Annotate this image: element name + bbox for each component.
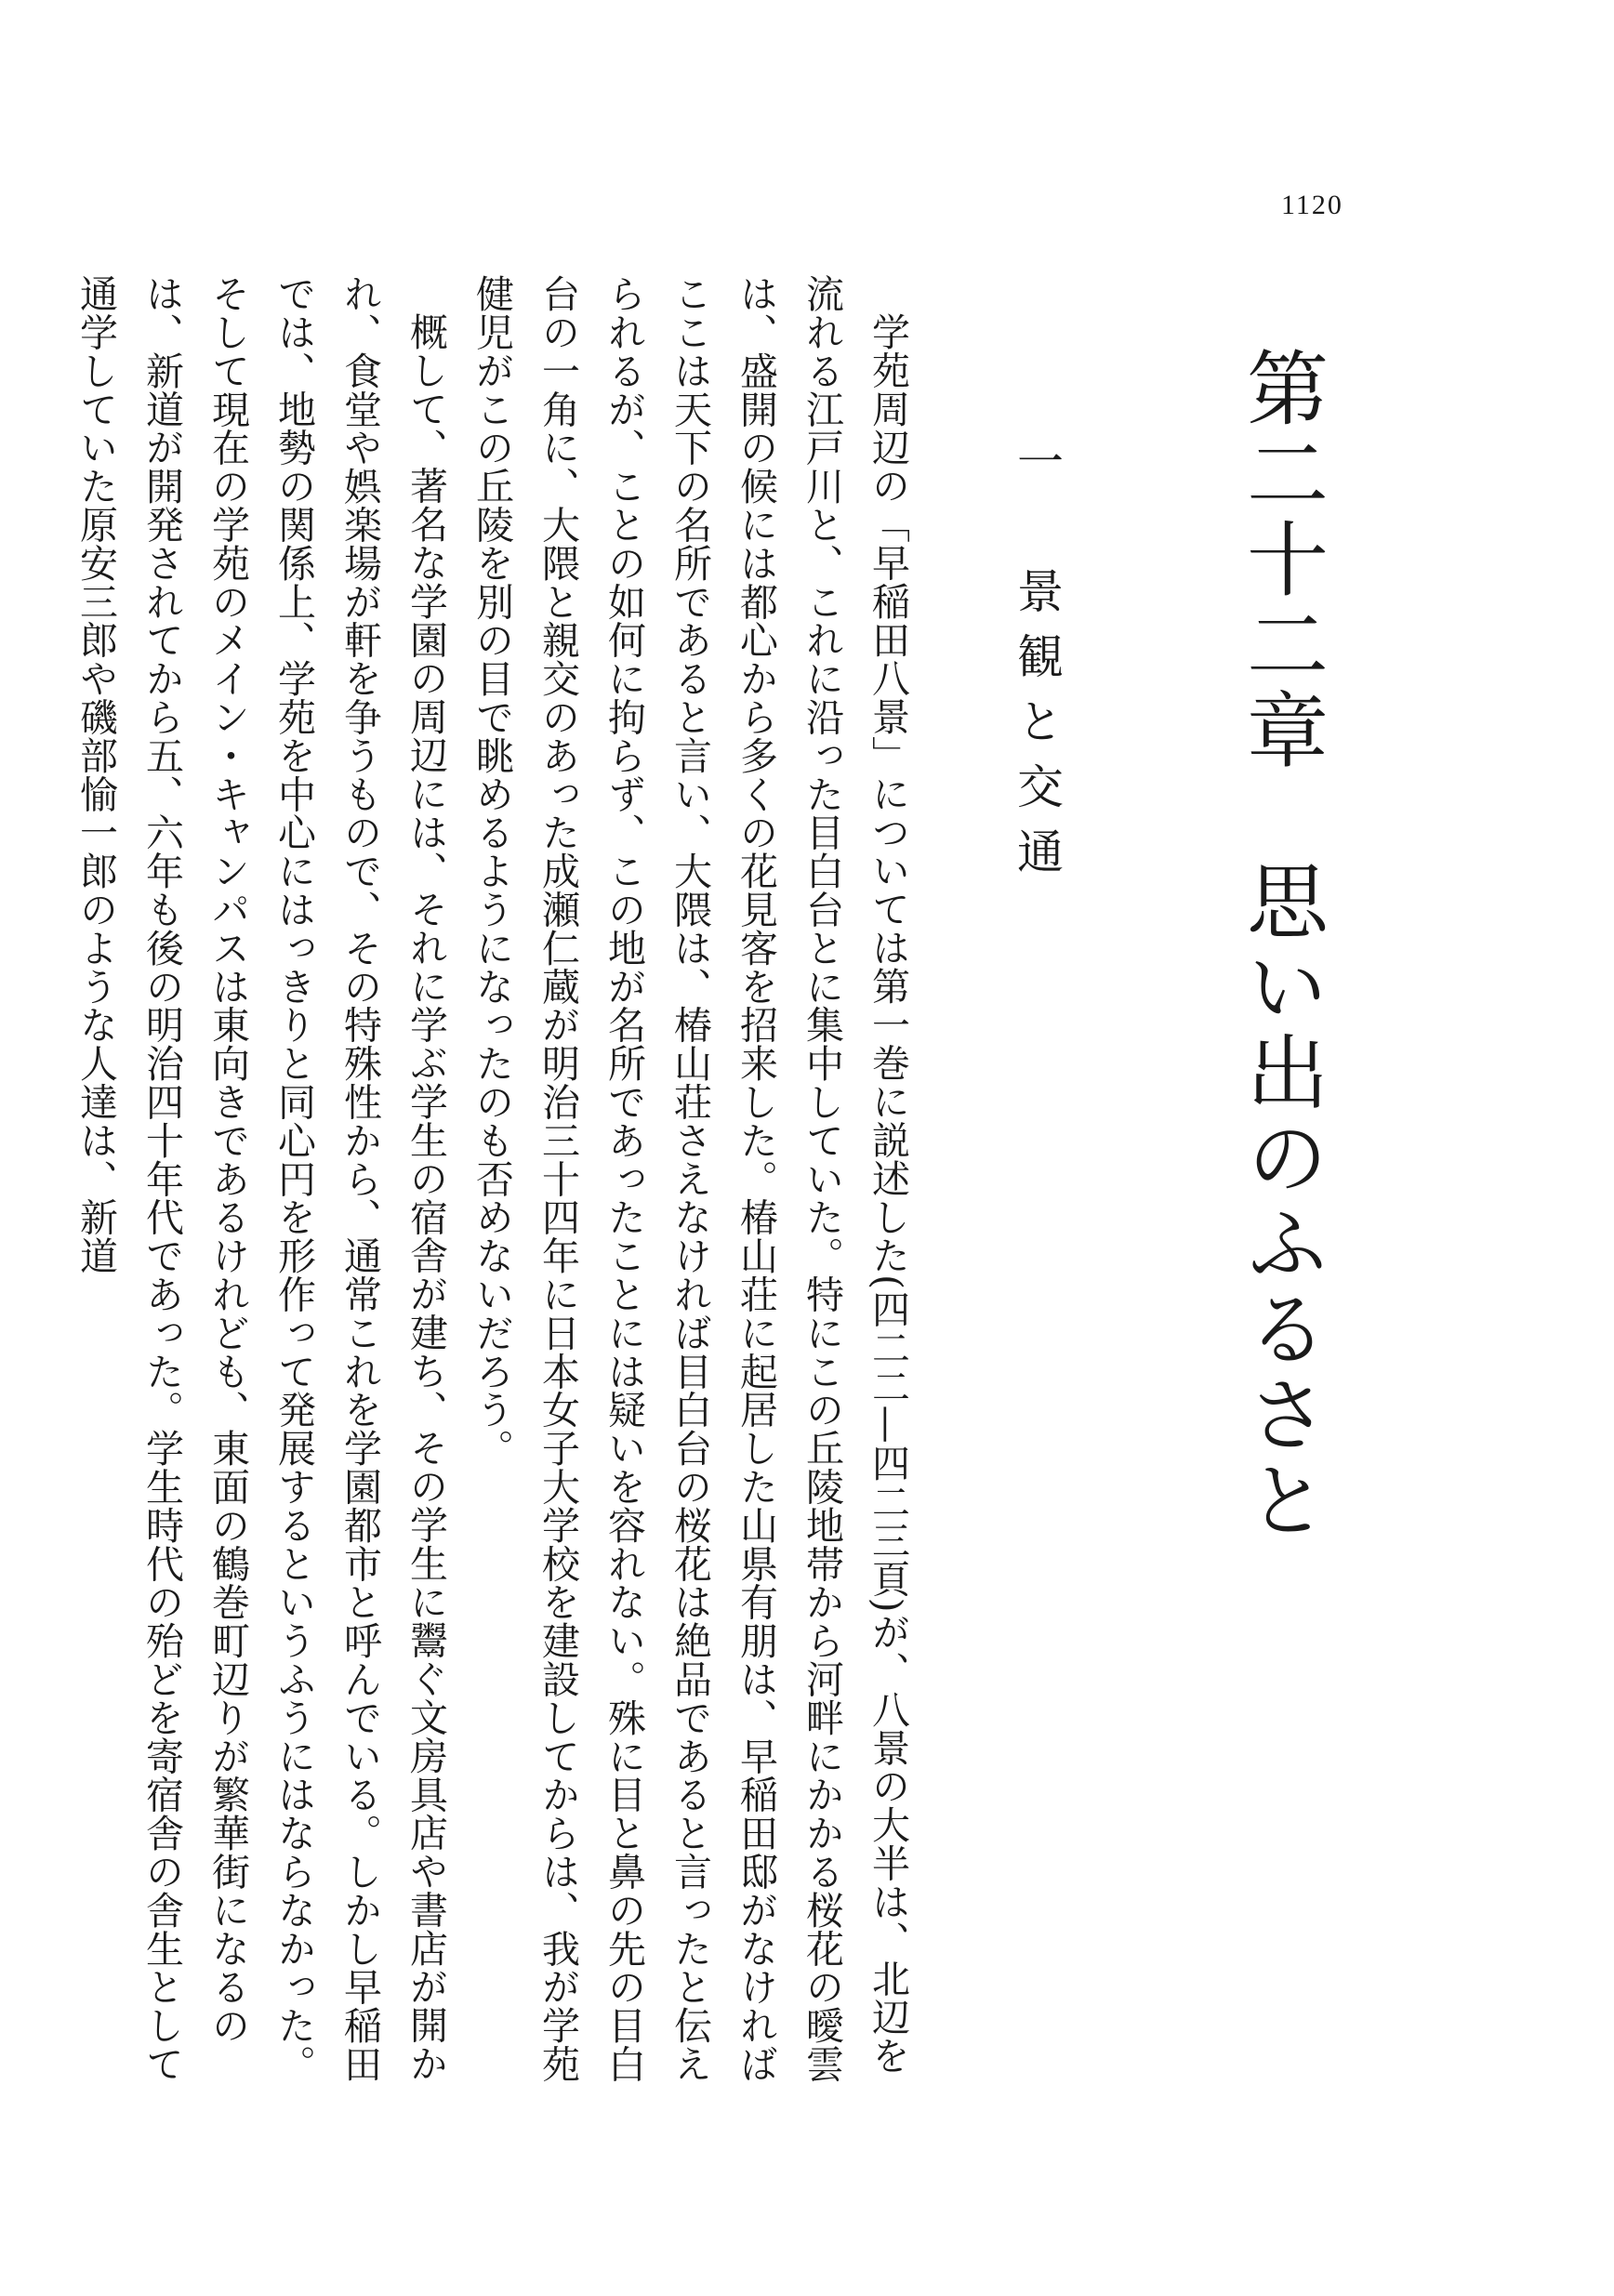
body-text	[73, 274, 920, 2105]
paragraph: 学苑周辺の「早稲田八景」については第一巻に説述した(四二二—四二三頁)が、八景の大半は、北辺を流れる江戸川と、これに沿った目白台とに集中していた。特にこの丘陵地帯から河畔にかかる桜花の曖雲は、盛開の候には都心から多くの花見客を招来した。椿山荘に起居した山県有朋は、早稲田邸がなければここは天下の名所であると言い、大隈は、椿山荘さえなければ目白台の桜花は絶品であると言ったと伝えられるが、ことの如何に拘らず、この地が名所であったことには疑いを容れない。殊に目と鼻の先の目白台の一角に、大隈と親交のあった成瀬仁蔵が明治三十四年に日本女子大学校を建設してからは、我が学苑健児がこの丘陵を別の目で眺めるようになったのも否めないだろう。	[470, 274, 910, 2083]
page-number: 1120	[1281, 190, 1343, 220]
chapter-title: 第二十二章 思い出のふるさと	[1234, 346, 1330, 1543]
paragraph: 概して、著名な学園の周辺には、それに学ぶ学生の宿舎が建ち、その学生に鬻ぐ文房具店や書店が開かれ、食堂や娯楽場が軒を争うもので、その特殊性から、通常これを学園都市と呼んでいる。しかし早稲田では、地勢の関係上、学苑を中心にはっきりと同心円を形作って発展するというふうにはならなかった。そして現在の学苑のメイン・キャンパスは東向きであるけれども、東面の鶴巻町辺りが繁華街になるのは、新道が開発されてから五、六年も後の明治四十年代であった。学生時代の殆どを寄宿舎の舎生として通学していた原安三郎や磯部愉一郎のような人達は、新道	[73, 274, 448, 2083]
section-title: 一 景観と交通	[1010, 437, 1064, 892]
